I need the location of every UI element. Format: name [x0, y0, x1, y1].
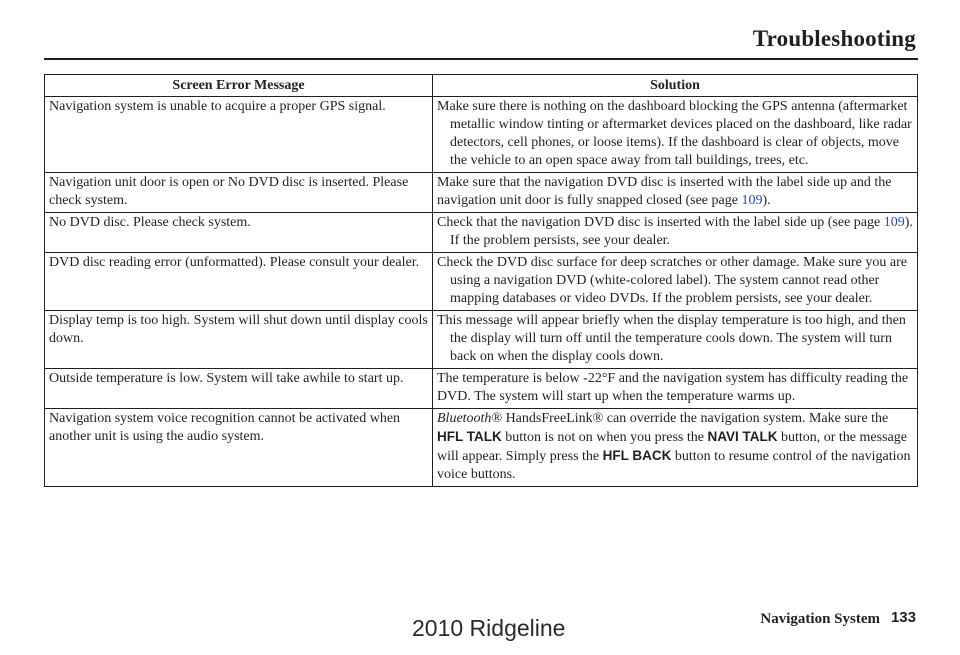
column-header-solution: Solution	[433, 75, 918, 97]
error-message-cell: Navigation system is unable to acquire a proper GPS signal.	[45, 97, 433, 173]
footer-section-name: Navigation System	[760, 611, 880, 627]
solution-cell: Make sure there is nothing on the dashboard blocking the GPS antenna (aftermarket metallic window tinting or aftermarket devices placed on the dashboard, like radar detectors, cell phones, or loose items). If the dashboard is clear of objects, move the vehicle to an open space away from tall buildings, trees, etc.	[433, 97, 918, 173]
solution-text: button, or the message will appear. Simply press the	[437, 430, 907, 464]
error-message-cell: Navigation system voice recognition cannot be activated when another unit is using the audio system.	[45, 409, 433, 487]
error-message-cell: Display temp is too high. System will shut down until display cools down.	[45, 311, 433, 369]
solution-text: Make sure that the navigation DVD disc is inserted with the label side up and the navigation unit door is fully snapped closed (see page	[437, 175, 892, 208]
table-row	[45, 253, 918, 311]
watermark-text: 2010 Ridgeline	[412, 615, 566, 641]
table-row	[45, 311, 918, 369]
solution-cell	[433, 213, 918, 253]
bluetooth-italic-text: Bluetooth	[437, 411, 492, 426]
page-reference-link[interactable]: 109	[741, 193, 763, 208]
solution-text: ).	[762, 193, 771, 208]
error-message-cell: No DVD disc. Please check system.	[45, 213, 433, 253]
table-row	[45, 173, 918, 213]
title-divider	[44, 58, 918, 60]
solution-cell	[433, 409, 918, 487]
solution-text: Check that the navigation DVD disc is inserted with the label side up (see page	[437, 215, 884, 230]
table-row	[45, 213, 918, 253]
page-reference-link[interactable]: 109	[883, 215, 905, 230]
solution-text: button to resume control of the navigation voice buttons.	[437, 449, 911, 482]
solution-cell: The temperature is below -22°F and the navigation system has difficulty reading the DVD. The system will start up when the temperature warms up.	[433, 369, 918, 409]
table-row	[45, 369, 918, 409]
solution-text: ). If the problem persists, see your dealer.	[450, 215, 913, 248]
solution-cell: This message will appear briefly when the display temperature is too high, and then the display will turn off until the temperature cools down. The system will turn back on when the display cools down.	[433, 311, 918, 369]
solution-cell: Check the DVD disc surface for deep scratches or other damage. Make sure you are using a navigation DVD (white-colored label). The system cannot read other mapping databases or video DVDs. If the problem persists, see your dealer.	[433, 253, 918, 311]
table-row	[45, 409, 918, 487]
error-message-cell: Navigation unit door is open or No DVD disc is inserted. Please check system.	[45, 173, 433, 213]
table-header-row	[45, 75, 918, 97]
page-number: 133	[890, 609, 916, 626]
solution-text: ® HandsFreeLink® can override the navigation system. Make sure the	[491, 411, 889, 426]
error-message-cell: Outside temperature is low. System will take awhile to start up.	[45, 369, 433, 409]
solution-cell	[433, 173, 918, 213]
table-row	[45, 97, 918, 173]
solution-text: button is not on when you press the	[501, 430, 708, 445]
column-header-message: Screen Error Message	[45, 75, 433, 97]
navi-talk-button-label: NAVI TALK	[707, 429, 778, 444]
hfl-talk-button-label: HFL TALK	[437, 429, 502, 444]
error-message-cell: DVD disc reading error (unformatted). Please consult your dealer.	[45, 253, 433, 311]
error-message-table	[44, 74, 918, 487]
hfl-back-button-label: HFL BACK	[602, 448, 672, 463]
page-title: Troubleshooting	[752, 26, 916, 51]
